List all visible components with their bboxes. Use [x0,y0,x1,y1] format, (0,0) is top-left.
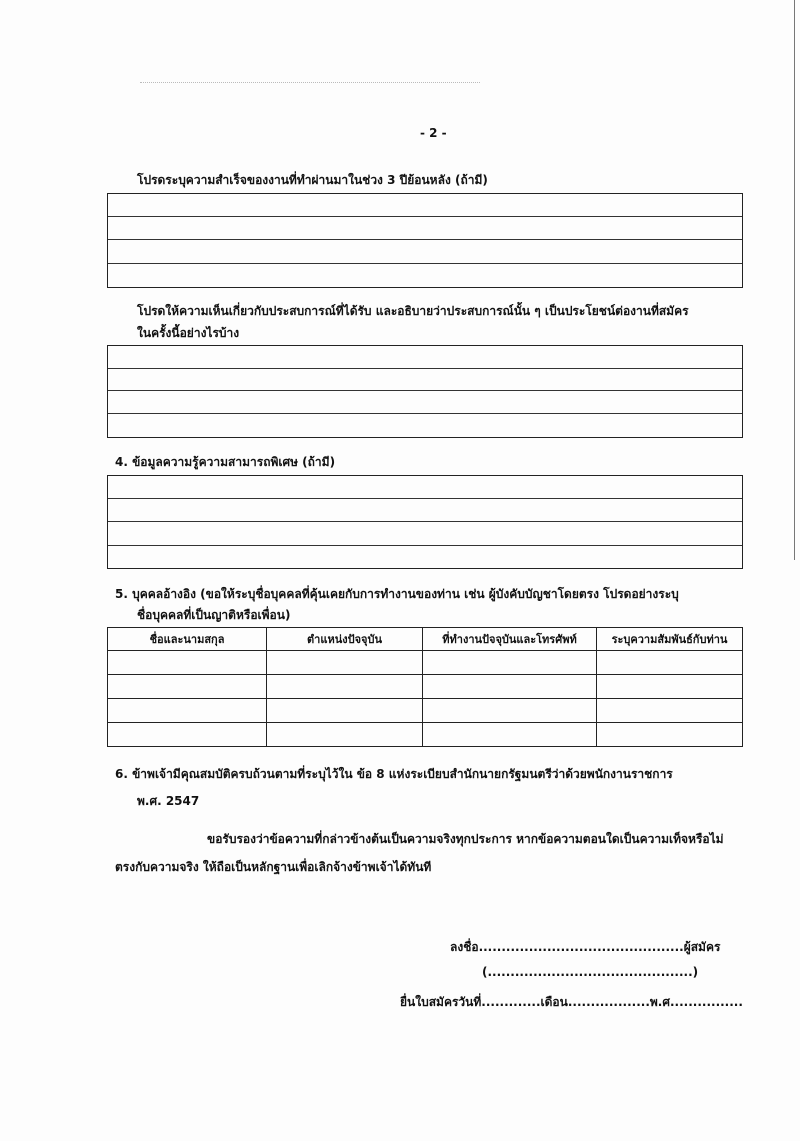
achievements-label: โปรดระบุความสำเร็จของงานที่ทำผ่านมาในช่วง 3 ปีย้อนหลัง (ถ้ามี) [137,173,488,187]
col-workplace-phone: ที่ทำงานปัจจุบันและโทรศัพท์ [423,628,597,651]
experience-box[interactable] [107,345,743,438]
date-line[interactable]: ยื่นใบสมัครวันที่.............เดือน..................พ.ศ................ [400,995,743,1009]
table-row [108,675,743,699]
section6-line-1: 6. ข้าพเจ้ามีคุณสมบัติครบถ้วนตามที่ระบุไว้ใน ข้อ 8 แห่งระเบียบสำนักนายกรัฐมนตรีว่าด้วยพนักงานราชการ [115,767,673,781]
section5-label-2: ชื่อบุคคลที่เป็นญาติหรือเพื่อน) [137,608,291,622]
special-skills-box[interactable] [107,475,743,569]
certification-line-2: ตรงกับความจริง ให้ถือเป็นหลักฐานเพื่อเลิกจ้างข้าพเจ้าได้ทันที [115,860,432,874]
name-line[interactable]: (.............................................) [482,965,699,979]
col-position: ตำแหน่งปัจจุบัน [267,628,423,651]
section5-label-1: 5. บุคคลอ้างอิง (ขอให้ระบุชื่อบุคคลที่คุ้นเคยกับการทำงานของท่าน เช่น ผู้บังคับบัญชาโดยตรง โปรดอย่างระบุ [115,587,679,601]
col-name: ชื่อและนามสกุล [108,628,267,651]
scan-artifact [794,0,795,560]
signature-line[interactable]: ลงชื่อ.............................................ผู้สมัคร [450,940,721,954]
experience-label-1: โปรดให้ความเห็นเกี่ยวกับประสบการณ์ที่ได้รับ และอธิบายว่าประสบการณ์นั้น ๆ เป็นประโยชน์ต่องานที่สมัคร [137,304,689,318]
section4-label: 4. ข้อมูลความรู้ความสามารถพิเศษ (ถ้ามี) [115,455,336,469]
scan-artifact-dots [140,82,480,83]
table-row [108,651,743,675]
achievements-box[interactable] [107,193,743,288]
page-number: - 2 - [420,126,447,140]
table-row [108,699,743,723]
references-table [107,627,743,747]
experience-label-2: ในครั้งนี้อย่างไรบ้าง [137,326,240,340]
certification-line-1: ขอรับรองว่าข้อความที่กล่าวข้างต้นเป็นความจริงทุกประการ หากข้อความตอนใดเป็นความเท็จหรือไม่ [207,832,724,846]
section6-line-2: พ.ศ. 2547 [137,794,200,808]
col-relationship: ระบุความสัมพันธ์กับท่าน [597,628,743,651]
table-row [108,723,743,747]
